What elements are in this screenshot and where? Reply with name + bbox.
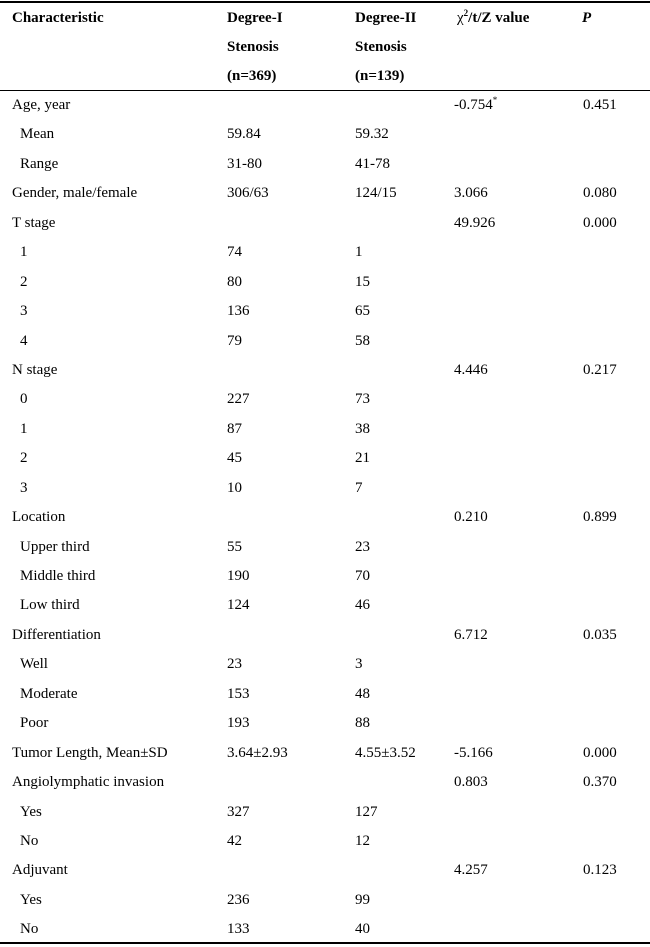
p-value	[583, 91, 617, 120]
header-degree-ii	[355, 4, 416, 91]
row-label-text: Yes	[20, 891, 42, 908]
degree-i-value	[227, 591, 250, 620]
degree-i-value-text: 136	[227, 303, 250, 320]
degree-i-value	[227, 827, 242, 856]
row-label	[20, 297, 28, 326]
p-value-text: 0.123	[583, 862, 617, 879]
row-label-text: Moderate	[20, 685, 78, 702]
degree-i-value-text: 87	[227, 420, 242, 437]
degree-ii-value-text: 23	[355, 538, 370, 555]
degree-ii-value	[355, 650, 363, 679]
table-bottom-rule	[0, 942, 650, 944]
table-top-rule	[0, 1, 650, 3]
degree-ii-value-text: 127	[355, 803, 378, 820]
row-label-text: Low third	[20, 597, 80, 614]
degree-i-value-text: 193	[227, 715, 250, 732]
table-row	[0, 915, 650, 944]
degree-i-value	[227, 798, 250, 827]
chi-superscript: 2	[463, 8, 469, 18]
degree-i-value	[227, 327, 242, 356]
degree-i-value-text: 153	[227, 685, 250, 702]
row-label	[12, 856, 68, 885]
table-row	[0, 503, 650, 532]
statistic-value-text: 6.712	[454, 626, 488, 643]
degree-i-value-text: 31-80	[227, 155, 262, 172]
row-label	[20, 562, 95, 591]
statistic-value	[454, 209, 495, 238]
degree-i-value-text: 74	[227, 244, 242, 261]
degree-i-value-text: 10	[227, 479, 242, 496]
row-label-text: 1	[20, 420, 28, 437]
header-degree-i-line1: Degree-I	[227, 10, 283, 26]
degree-i-value-text: 80	[227, 273, 242, 290]
degree-ii-value-text: 59.32	[355, 126, 389, 143]
statistic-value-text: 0.210	[454, 509, 488, 526]
header-test-statistic	[457, 4, 529, 33]
degree-ii-value-text: 21	[355, 450, 370, 467]
degree-ii-value-text: 3	[355, 656, 363, 673]
row-label-text: 0	[20, 391, 28, 408]
degree-i-value	[227, 886, 250, 915]
degree-ii-value	[355, 739, 416, 768]
degree-i-value-text: 124	[227, 597, 250, 614]
table-row	[0, 327, 650, 356]
degree-i-value-text: 55	[227, 538, 242, 555]
statistic-value-text: -0.754	[454, 97, 493, 113]
statistic-value	[454, 856, 488, 885]
statistic-value-text: -5.166	[454, 744, 493, 761]
p-value	[583, 768, 617, 797]
row-label	[12, 621, 101, 650]
row-label	[20, 533, 90, 562]
degree-ii-value-text: 73	[355, 391, 370, 408]
row-label	[20, 474, 28, 503]
row-label-text: Middle third	[20, 568, 96, 584]
row-label	[20, 415, 28, 444]
p-value-text: 0.035	[583, 626, 617, 643]
degree-i-value	[227, 150, 262, 179]
table-row	[0, 150, 650, 179]
degree-i-value	[227, 533, 242, 562]
degree-i-value	[227, 179, 269, 208]
degree-ii-value-text: 12	[355, 832, 370, 849]
row-label-text: 2	[20, 450, 28, 467]
statistic-value-text: 0.803	[454, 774, 488, 791]
p-value-text: 0.370	[583, 774, 617, 791]
p-value-text: 0.000	[583, 214, 617, 231]
degree-ii-value-text: 41-78	[355, 155, 390, 172]
degree-ii-value	[355, 327, 370, 356]
row-label-text: No	[20, 921, 39, 938]
degree-i-value	[227, 709, 250, 738]
row-label	[20, 680, 77, 709]
degree-i-value	[227, 444, 242, 473]
table-row	[0, 415, 650, 444]
row-label	[12, 768, 164, 797]
p-value	[583, 739, 617, 768]
degree-i-value-text: 45	[227, 450, 242, 467]
table-row	[0, 297, 650, 326]
statistic-value	[454, 503, 488, 532]
degree-ii-value-text: 15	[355, 273, 370, 290]
statistic-value-text: 4.257	[454, 862, 488, 879]
degree-ii-value	[355, 150, 390, 179]
statistic-value	[454, 768, 488, 797]
row-label-text: Gender, male/female	[12, 185, 138, 202]
table-row	[0, 798, 650, 827]
header-degree-i	[227, 4, 283, 91]
table-row	[0, 356, 650, 385]
degree-ii-value	[355, 385, 370, 414]
p-value-text: 0.451	[583, 97, 617, 113]
row-label-text: No	[20, 832, 39, 849]
degree-ii-value	[355, 444, 370, 473]
table-row	[0, 768, 650, 797]
degree-ii-value	[355, 268, 370, 297]
degree-ii-value	[355, 533, 370, 562]
statistic-value-text: 4.446	[454, 361, 488, 378]
table-row	[0, 591, 650, 620]
table-row	[0, 444, 650, 473]
row-label-text: Adjuvant	[12, 862, 68, 879]
table-row	[0, 209, 650, 238]
table-row	[0, 650, 650, 679]
degree-ii-value-text: 40	[355, 921, 370, 938]
row-label	[20, 238, 28, 267]
row-label-text: 3	[20, 479, 28, 496]
row-label-text: Age, year	[12, 97, 71, 113]
p-value	[583, 621, 617, 650]
row-label	[20, 150, 58, 179]
row-label	[20, 709, 48, 738]
degree-i-value-text: 306/63	[227, 185, 269, 202]
degree-ii-value-text: 38	[355, 420, 370, 437]
table-row	[0, 533, 650, 562]
row-label	[12, 739, 168, 768]
row-label-text: Yes	[20, 803, 42, 820]
degree-i-value	[227, 739, 288, 768]
table-body	[0, 91, 650, 945]
degree-i-value	[227, 238, 242, 267]
row-label	[20, 385, 28, 414]
degree-i-value-text: 23	[227, 656, 242, 673]
table-header	[0, 4, 650, 88]
degree-i-value	[227, 297, 250, 326]
header-degree-ii-line2: Stenosis	[355, 39, 407, 55]
table-row	[0, 179, 650, 208]
p-value	[583, 209, 617, 238]
degree-i-value	[227, 650, 242, 679]
degree-i-value-text: 236	[227, 891, 250, 908]
degree-ii-value	[355, 297, 370, 326]
table-row	[0, 268, 650, 297]
degree-i-value	[227, 680, 250, 709]
table-row	[0, 474, 650, 503]
degree-i-value-text: 3.64±2.93	[227, 744, 288, 761]
degree-i-value	[227, 385, 250, 414]
degree-ii-value-text: 65	[355, 303, 370, 320]
chi-symbol: χ	[457, 10, 464, 26]
row-label-text: 3	[20, 303, 28, 320]
degree-ii-value	[355, 915, 370, 944]
statistic-value	[454, 91, 497, 120]
row-label-text: Tumor Length, Mean±SD	[12, 744, 168, 761]
row-label	[12, 503, 65, 532]
table-row	[0, 238, 650, 267]
table-row	[0, 91, 650, 120]
row-label	[20, 827, 38, 856]
row-label	[12, 356, 57, 385]
degree-ii-value	[355, 680, 370, 709]
p-value	[583, 856, 617, 885]
row-label-text: T stage	[12, 214, 56, 231]
degree-ii-value	[355, 179, 397, 208]
statistic-value-text: 3.066	[454, 185, 488, 202]
row-label	[20, 650, 48, 679]
header-degree-i-line3: (n=369)	[227, 68, 277, 84]
table-row	[0, 680, 650, 709]
table-row	[0, 856, 650, 885]
degree-i-value-text: 79	[227, 332, 242, 349]
p-value-text: 0.899	[583, 509, 617, 526]
degree-ii-value-text: 1	[355, 244, 363, 261]
statistic-value	[454, 179, 488, 208]
table-row	[0, 562, 650, 591]
degree-ii-value	[355, 827, 370, 856]
statistic-value	[454, 739, 493, 768]
header-degree-ii-line3: (n=139)	[355, 68, 405, 84]
degree-ii-value-text: 70	[355, 568, 370, 584]
row-label-text: Differentiation	[12, 626, 101, 643]
footnote-marker: *	[492, 95, 498, 105]
degree-ii-value-text: 48	[355, 685, 370, 702]
row-label	[20, 798, 42, 827]
p-value	[583, 179, 617, 208]
p-value-text: 0.080	[583, 185, 617, 202]
degree-i-value	[227, 474, 242, 503]
degree-ii-value-text: 46	[355, 597, 370, 614]
row-label-text: Range	[20, 155, 59, 172]
row-label-text: 1	[20, 244, 28, 261]
table-row	[0, 709, 650, 738]
table-row	[0, 120, 650, 149]
p-value-text: 0.217	[583, 361, 617, 378]
degree-i-value	[227, 915, 250, 944]
row-label	[20, 268, 28, 297]
row-label	[12, 209, 55, 238]
degree-ii-value-text: 88	[355, 715, 370, 732]
table-row	[0, 621, 650, 650]
degree-i-value	[227, 120, 261, 149]
table-row	[0, 385, 650, 414]
row-label-text: 4	[20, 332, 28, 349]
degree-ii-value	[355, 238, 363, 267]
row-label	[12, 179, 137, 208]
p-value	[583, 503, 617, 532]
degree-ii-value	[355, 886, 370, 915]
table-row	[0, 827, 650, 856]
degree-ii-value	[355, 709, 370, 738]
degree-ii-value	[355, 591, 370, 620]
row-label-text: N stage	[12, 361, 58, 378]
row-label	[12, 91, 70, 120]
degree-ii-value-text: 7	[355, 479, 363, 496]
statistic-value	[454, 621, 488, 650]
degree-ii-value-text: 99	[355, 891, 370, 908]
row-label-text: Upper third	[20, 538, 90, 555]
statistic-value-text: 49.926	[454, 214, 496, 231]
statistic-value	[454, 356, 488, 385]
header-degree-ii-line1: Degree-II	[355, 10, 417, 26]
row-label	[20, 886, 42, 915]
degree-i-value-text: 59.84	[227, 126, 261, 143]
row-label-text: Well	[20, 656, 48, 673]
row-label	[20, 915, 38, 944]
row-label	[20, 120, 54, 149]
row-label-text: Mean	[20, 126, 55, 143]
p-value	[583, 356, 617, 385]
degree-i-value-text: 133	[227, 921, 250, 938]
degree-ii-value-text: 58	[355, 332, 370, 349]
header-p-value: P	[582, 10, 592, 26]
degree-i-value-text: 42	[227, 832, 242, 849]
degree-ii-value	[355, 798, 378, 827]
row-label-text: Location	[12, 509, 66, 526]
degree-ii-value-text: 4.55±3.52	[355, 744, 416, 761]
degree-i-value-text: 327	[227, 803, 250, 820]
degree-i-value	[227, 415, 242, 444]
row-label	[20, 444, 28, 473]
degree-i-value	[227, 562, 250, 591]
row-label-text: Angiolymphatic invasion	[12, 774, 165, 791]
row-label-text: 2	[20, 273, 28, 290]
degree-i-value-text: 190	[227, 568, 250, 584]
header-characteristic: Characteristic	[12, 10, 104, 26]
degree-ii-value	[355, 474, 363, 503]
row-label	[20, 327, 28, 356]
degree-ii-value	[355, 562, 370, 591]
p-value-text: 0.000	[583, 744, 617, 761]
degree-ii-value	[355, 120, 389, 149]
row-label-text: Poor	[20, 715, 49, 732]
table-row	[0, 739, 650, 768]
header-degree-i-line2: Stenosis	[227, 39, 279, 55]
degree-ii-value-text: 124/15	[355, 185, 397, 202]
statistic-label: /t/Z value	[468, 10, 530, 26]
table-row	[0, 886, 650, 915]
degree-i-value-text: 227	[227, 391, 250, 408]
degree-ii-value	[355, 415, 370, 444]
degree-i-value	[227, 268, 242, 297]
row-label	[20, 591, 80, 620]
